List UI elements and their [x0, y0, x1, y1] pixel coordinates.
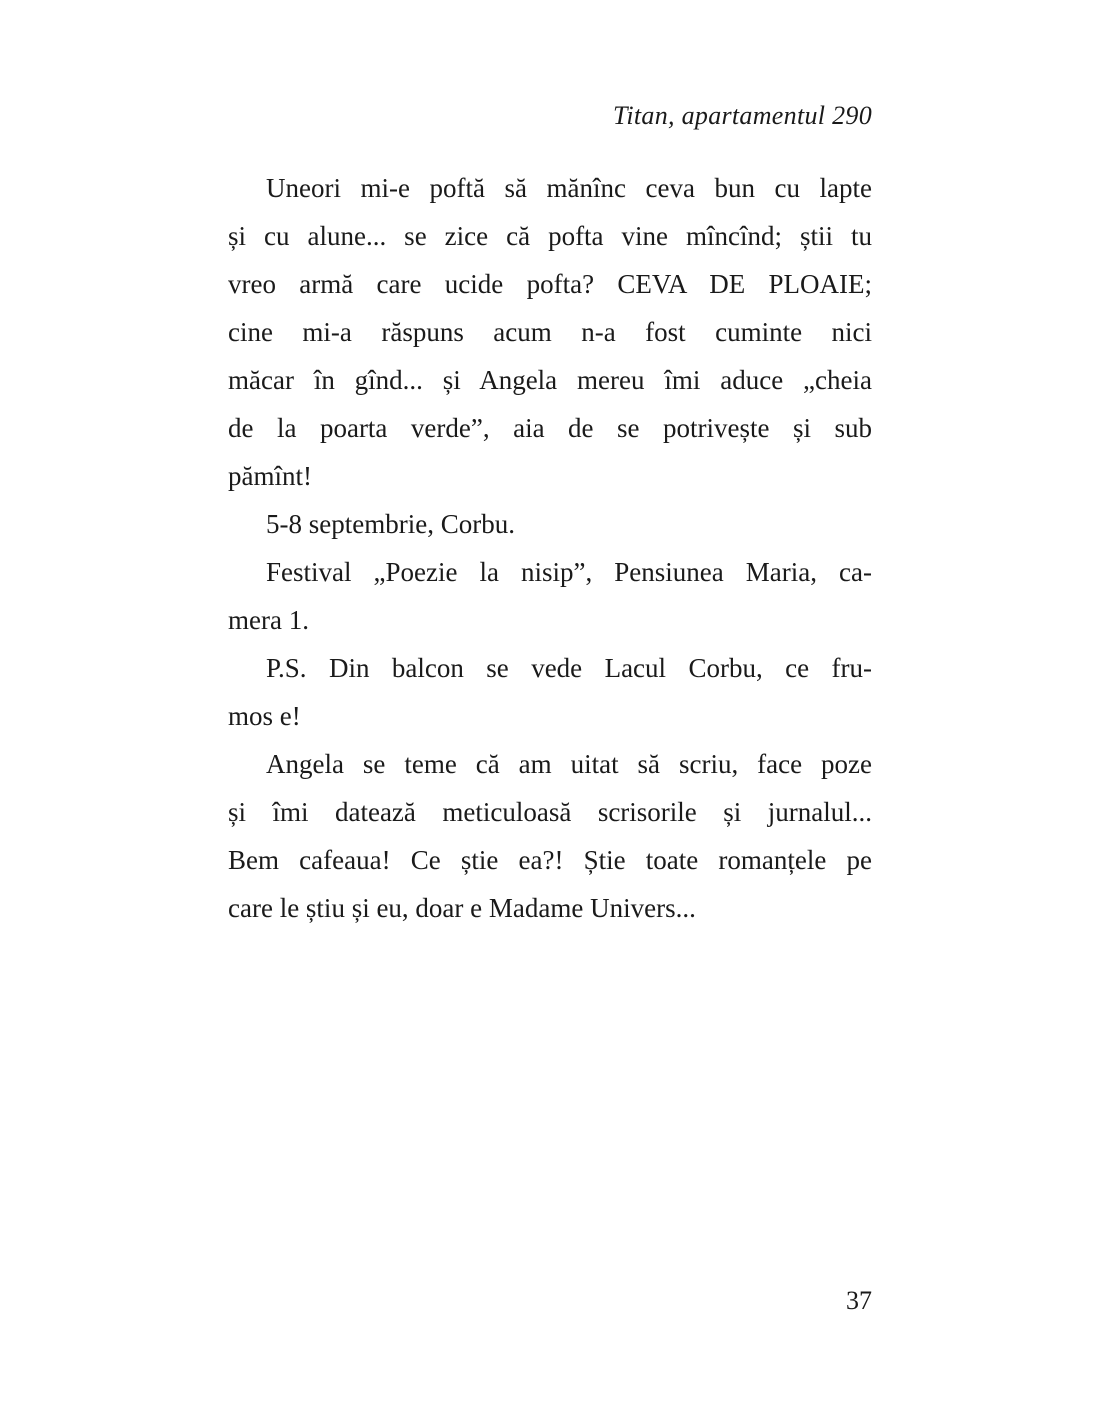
running-header: Titan, apartamentul 290: [613, 101, 872, 130]
text-line: Angela se teme că am uitat să scriu, face poze: [266, 749, 872, 779]
text-line: cine mi-a răspuns acum n-a fost cuminte nici: [228, 317, 872, 347]
text-line: și cu alune... se zice că pofta vine mîncînd; știi tu: [228, 221, 872, 251]
text-line: vreo armă care ucide pofta? CEVA DE PLOAIE;: [228, 269, 872, 299]
text-line: mos e!: [228, 701, 301, 731]
text-line: Bem cafeaua! Ce știe ea?! Știe toate romanțele pe: [228, 845, 872, 875]
text-line: 5-8 septembrie, Corbu.: [266, 509, 515, 539]
text-line: Festival „Poezie la nisip”, Pensiunea Maria, ca-: [266, 557, 872, 587]
text-line: și îmi datează meticuloasă scrisorile și jurnalul...: [228, 797, 872, 827]
page-number: 37: [846, 1286, 872, 1315]
text-line: de la poarta verde”, aia de se potrivește și sub: [228, 413, 872, 443]
text-line: pămînt!: [228, 461, 312, 491]
text-line: Uneori mi-e poftă să mănînc ceva bun cu lapte: [266, 173, 872, 203]
body-text: [228, 164, 872, 932]
text-line: care le știu și eu, doar e Madame Univers...: [228, 893, 696, 923]
text-line: P.S. Din balcon se vede Lacul Corbu, ce fru-: [266, 653, 872, 683]
text-line: măcar în gînd... și Angela mereu îmi aduce „cheia: [228, 365, 872, 395]
text-line: mera 1.: [228, 605, 309, 635]
